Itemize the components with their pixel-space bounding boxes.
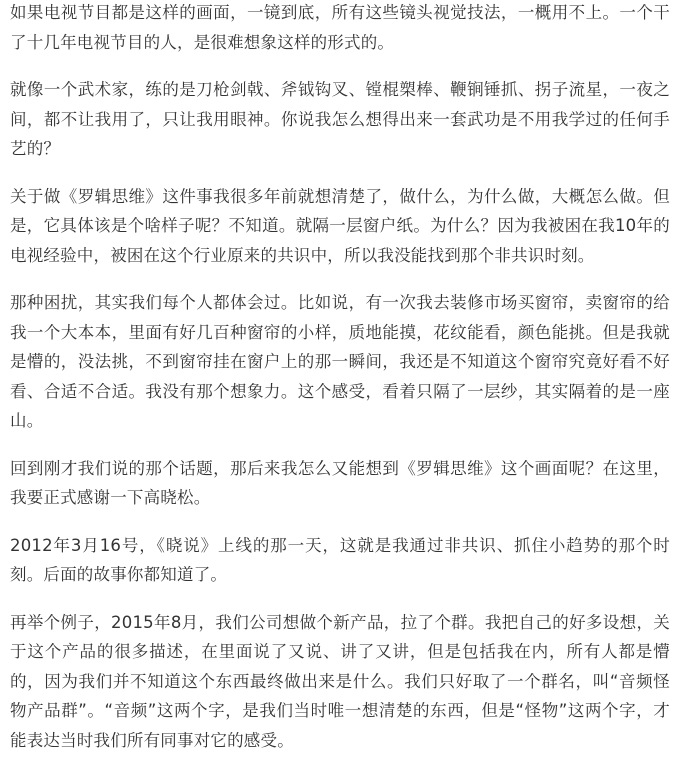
paragraph-2: 就像一个武术家，练的是刀枪剑戟、斧钺钩叉、镗棍槊棒、鞭锏锤抓、拐子流星，一夜之间，都不让我用了，只让我用眼神。你说我怎么想得出来一套武功是不用我学过的任何手艺的？: [10, 80, 670, 158]
paragraph-3: 关于做《罗辑思维》这件事我很多年前就想清楚了，做什么，为什么做，大概怎么做。但是，它具体该是个啥样子呢？不知道。就隔一层窗户纸。为什么？因为我被困在我10年的电视经验中，被困在这个行业原来的共识中，所以我没能找到那个非共识时刻。: [10, 186, 670, 265]
paragraph-5: 回到刚才我们说的那个话题，那后来我怎么又能想到《罗辑思维》这个画面呢？在这里，我要正式感谢一下高晓松。: [10, 458, 670, 507]
paragraph-1: 如果电视节目都是这样的画面，一镜到底，所有这些镜头视觉技法，一概用不上。一个干了十几年电视节目的人，是很难想象这样的形式的。: [10, 3, 670, 52]
paragraph-6: 2012年3月16号，《晓说》上线的那一天，这就是我通过非共识、抓住小趋势的那个时刻。后面的故事你都知道了。: [10, 535, 670, 584]
paragraph-4: 那种困扰，其实我们每个人都体会过。比如说，有一次我去装修市场买窗帘，卖窗帘的给我一个大本本，里面有好几百种窗帘的小样，质地能摸，花纹能看，颜色能挑。但是我就是懵的，没法挑，不到窗帘挂在窗户上的那一瞬间，我还是不知道这个窗帘究竟好看不好看、合适不合适。我没有那个想象力。这个感受，看着只隔了一层纱，其实隔着的是一座山。: [10, 293, 670, 430]
paragraph-7: 再举个例子，2015年8月，我们公司想做个新产品，拉了个群。我把自己的好多设想，关于这个产品的很多描述，在里面说了又说、讲了又讲，但是包括我在内，所有人都是懵的，因为我们并不知道这个东西最终做出来是什么。我们只好取了一个群名，叫“音频怪物产品群”。“音频”这两个字，是我们当时唯一想清楚的东西，但是“怪物”这两个字，才能表达当时我们所有同事对它的感受。: [10, 612, 670, 750]
